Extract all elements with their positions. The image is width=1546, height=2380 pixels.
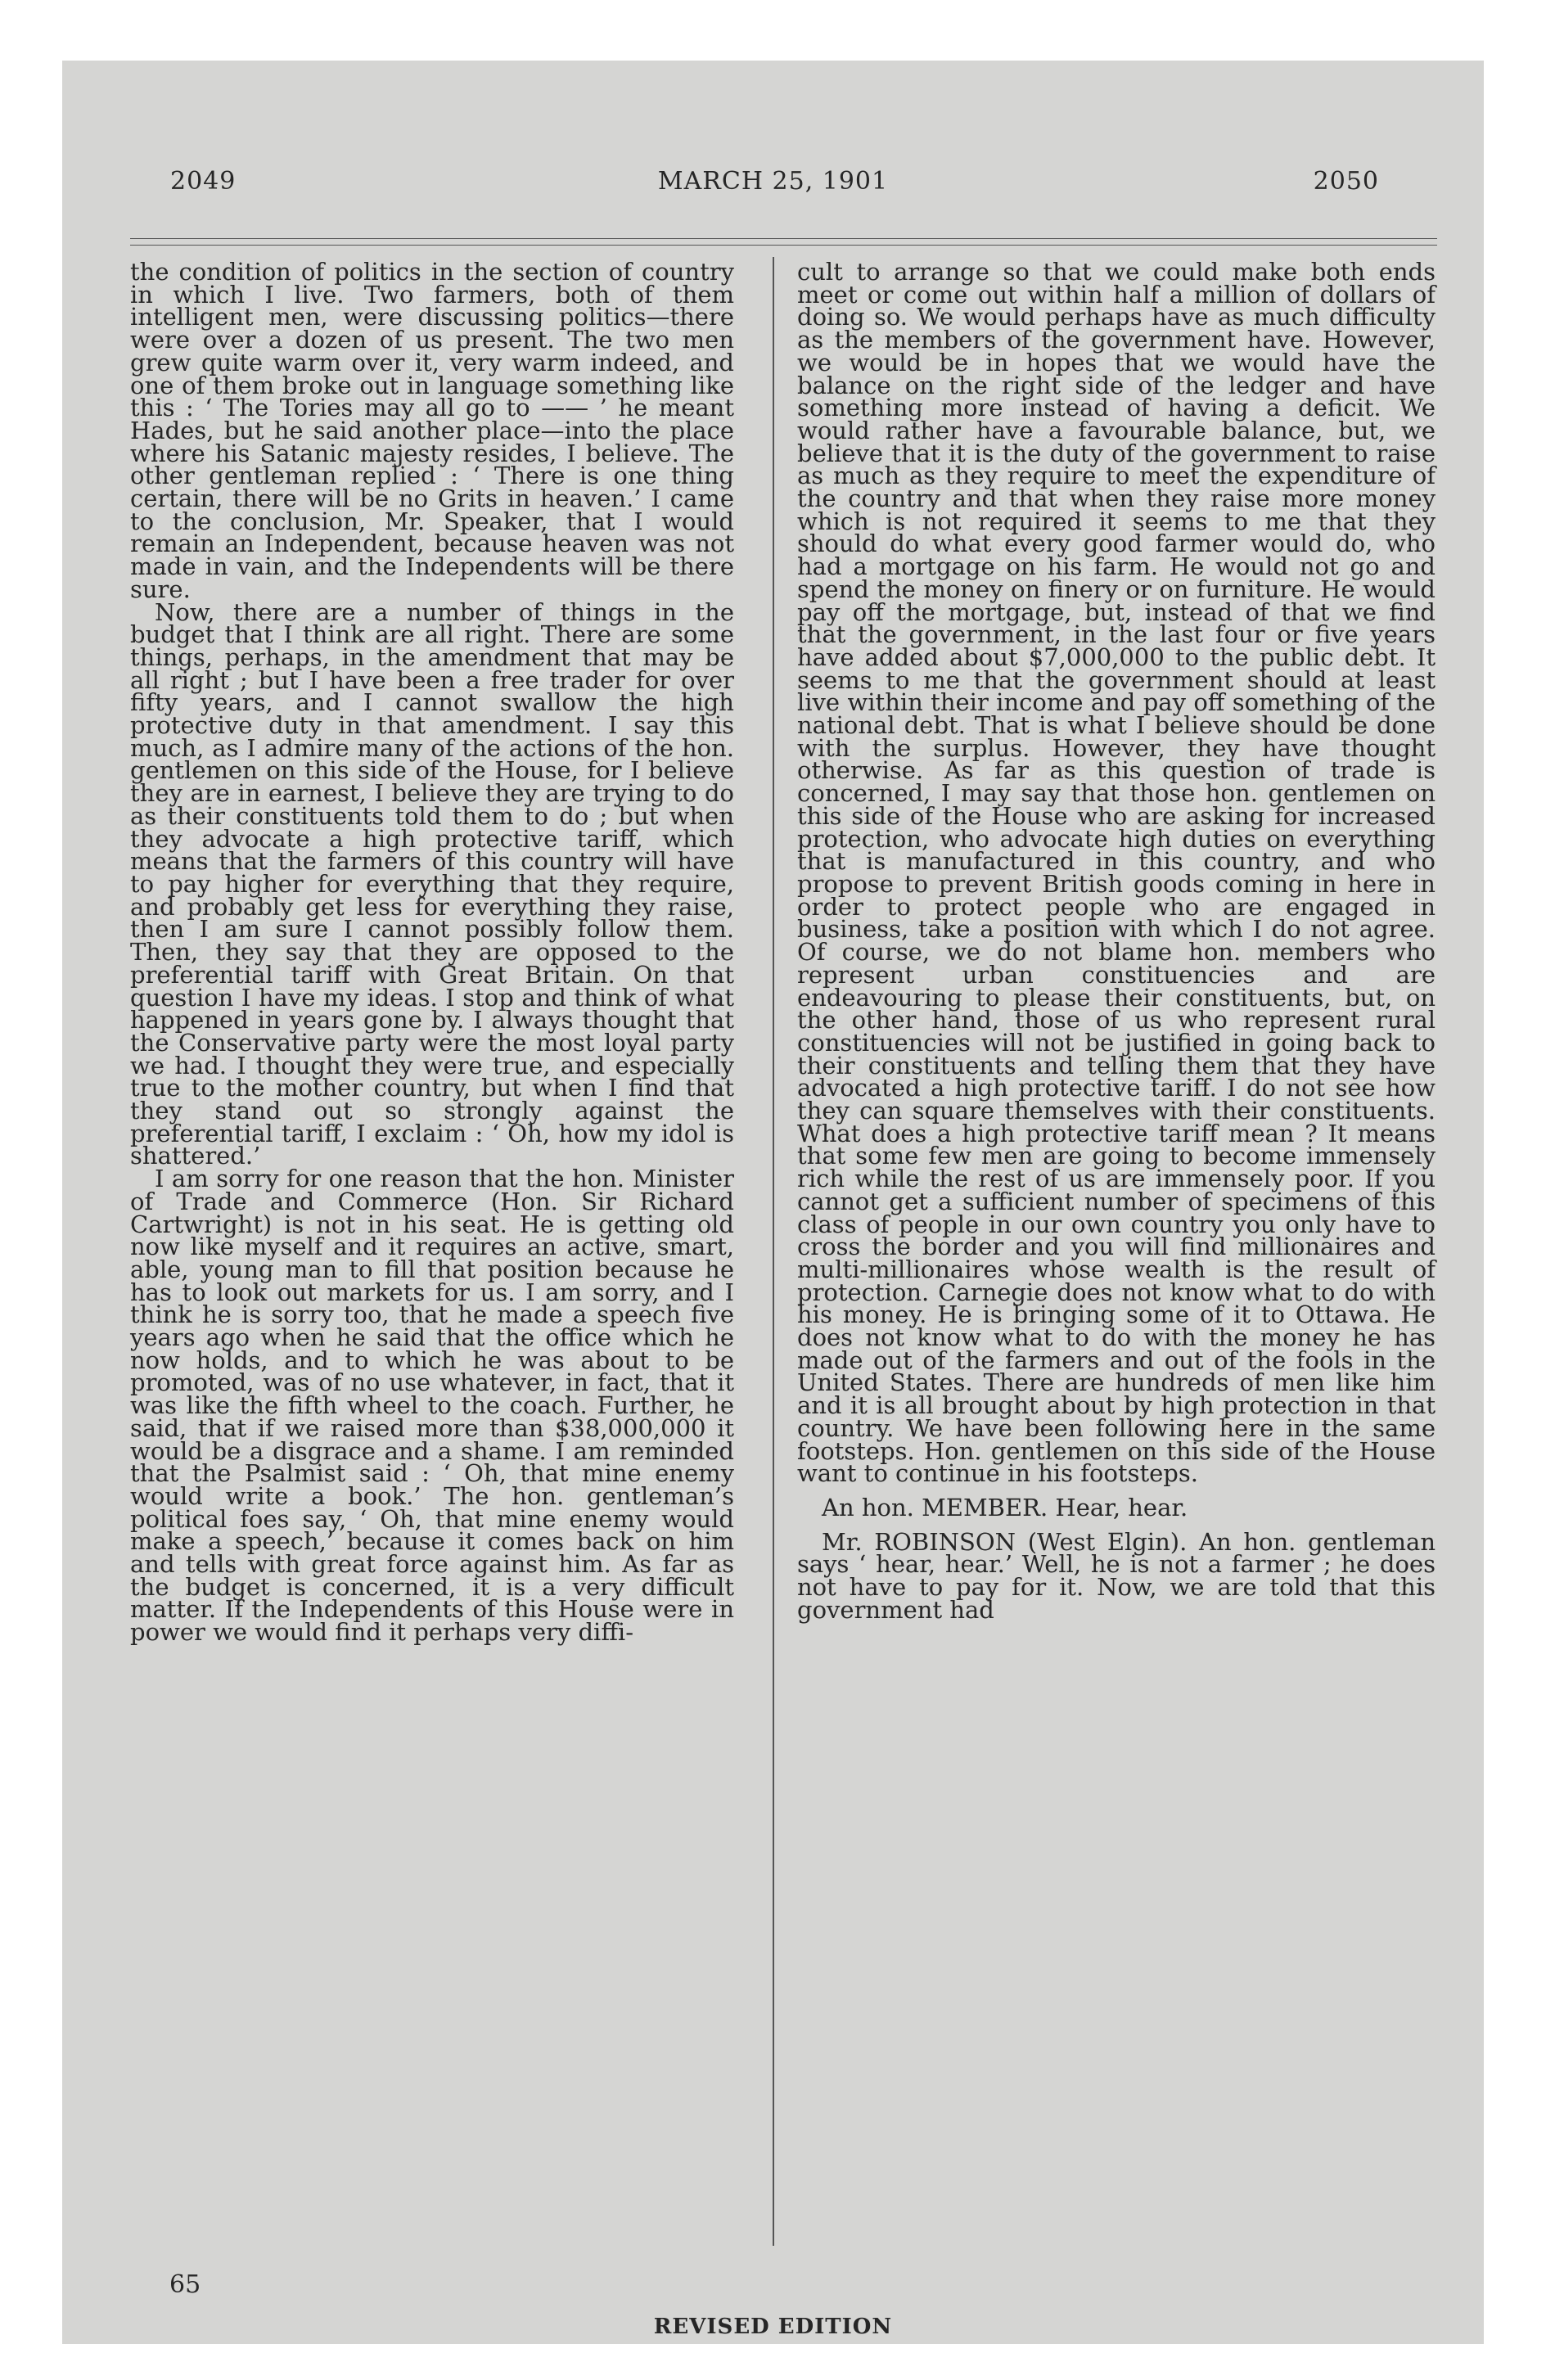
paragraph: I am sorry for one reason that the hon. Minister of Trade and Commerce (Hon. Sir Richard Cartwright) is not in his seat. He is getting old now like myself and it requires an active, smart, able, young man to fill that position because he has to look out markets for us. I am sorry, and I think he is sorry too, that he made a speech five years ago when he said that the office which he now holds, and to which he was about to be promoted, was of no use whatever, in fact, that it was like the fifth wheel to the coach. Further, he said, that if we raised more than $38,000,000 it would be a disgrace and a shame. I am reminded that the Psalmist said : ‘ Oh, that mine enemy would write a book.’ The hon. gentleman’s political foes say, ‘ Oh, that mine enemy would make a speech,’ because it comes back on him and tells with great force against him. As far as the budget is concerned, it is a very difficult matter. If the Independents of this House were in power we would find it perhaps very diffi- [130,1165,734,1647]
paragraph: An hon. MEMBER. Hear, hear. [822,1493,1188,1521]
paragraph: the condition of politics in the section of country in which I live. Two farmers, both of them intelligent men, were discussing politics—there were over a dozen of us present. The two men grew quite warm over it, very warm indeed, and one of them broke out in language something like this : ‘ The Tories may all go to —— ’ he meant Hades, but he said another place—into the place where his Satanic majesty resides, I believe. The other gentleman replied : ‘ There is one thing certain, there will be no Grits in heaven.’ I came to the conclusion, Mr. Speaker, that I would remain an Independent, because heaven was not made in vain, and the Independents will be there sure. [130,258,734,603]
page-number-right: 2050 [1313,167,1379,196]
header-rule-top [130,238,1437,239]
folio-number: 65 [169,2270,201,2299]
scanned-page [62,61,1484,2344]
edition-footer: REVISED EDITION [653,2315,893,2339]
column-divider [773,257,774,2246]
paragraph: cult to arrange so that we could make both ends meet or come out within half a million of dollars of doing so. We would perhaps have as much difficulty as the members of the government have. However, we would be in hopes that we would have the balance on the right side of the ledger and have something more instead of having a deficit. We would rather have a favourable balance, but, we believe that it is the duty of the government to raise as much as they require to meet the expenditure of the country and that when they raise more money which is not required it seems to me that they should do what every good farmer would do, who had a mortgage on his farm. He would not go and spend the money on finery or on furniture. He would pay off the mortgage, but, instead of that we find that the government, in the last four or five years have added about $7,000,000 to the public debt. It seems to me that the government should at least live within their income and pay off something of the national debt. That is what I believe should be done with the surplus. However, they have thought otherwise. As far as this question of trade is concerned, I may say that those hon. gentlemen on this side of the House who are asking for increased protection, who advocate high duties on everything that is manufactured in this country, and who propose to prevent British goods coming in here in order to protect people who are engaged in business, take a position with which I do not agree. Of course, we do not blame hon. members who represent urban constituencies and are endeavouring to please their constituents, but, on the other hand, those of us who represent rural constituencies will not be justified in going back to their constituents and telling them that they have advocated a high protective tariff. I do not see how they can square themselves with their constituents. What does a high protective tariff mean ? It means that some few men are going to become immensely rich while the rest of us are immensely poor. If you cannot get a sufficient number of specimens of this class of people in our own country you only have to cross the border and you will find millionaires and multi-millionaires whose wealth is the result of protection. Carnegie does not know what to do with his money. He is bringing some of it to Ottawa. He does not know what to do with the money he has made out of the farmers and out of the fools in the United States. There are hundreds of men like him and it is all brought about by high protection in that country. We have been following here in the same footsteps. Hon. gentlemen on this side of the House want to continue in his footsteps. [797,258,1436,1488]
page-number-left: 2049 [170,167,237,196]
header-date: MARCH 25, 1901 [657,167,889,196]
page-header [62,167,1484,216]
header-rule-bottom [130,245,1437,246]
right-column [797,258,1436,1624]
paragraph: Mr. ROBINSON (West Elgin). An hon. gentleman says ‘ hear, hear.’ Well, he is not a farmer ; he does not have to pay for it. Now, we are told that this government had [797,1527,1436,1624]
left-column [130,258,734,1647]
paragraph: Now, there are a number of things in the budget that I think are all right. There are some things, perhaps, in the amendment that may be all right ; but I have been a free trader for over fifty years, and I cannot swallow the high protective duty in that amendment. I say this much, as I admire many of the actions of the hon. gentlemen on this side of the House, for I believe they are in earnest, I believe they are trying to do as their constituents told them to do ; but when they advocate a high protective tariff, which means that the farmers of this country will have to pay higher for everything that they require, and probably get less for everything they raise, then I am sure I cannot possibly follow them. Then, they say that they are opposed to the preferential tariff with Great Britain. On that question I have my ideas. I stop and think of what happened in years gone by. I always thought that the Conservative party were the most loyal party we had. I thought they were true, and especially true to the mother country, but when I find that they stand out so strongly against the preferential tariff, I exclaim : ‘ Oh, how my idol is shattered.’ [130,597,734,1170]
